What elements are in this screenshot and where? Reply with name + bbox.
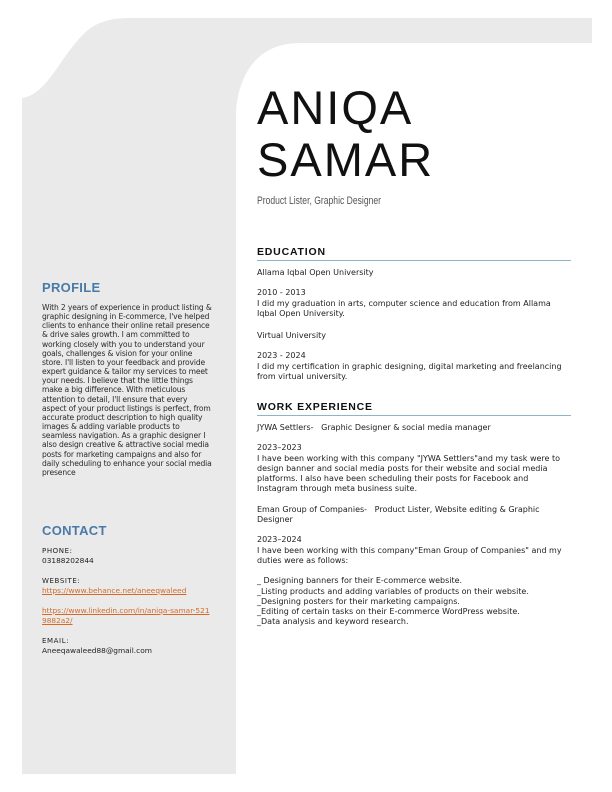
job-1-desc: I have been working with this company "JYWA Settlers"and my task were to design banner and social media posts for their website and social media platforms. I also have been scheduling their posts for Facebook and Instagram through meta business suite. [257, 453, 563, 494]
website-label: WEBSITE: [42, 577, 81, 585]
school-2: Virtual University [257, 331, 327, 341]
job-title: Product Lister, Graphic Designer [257, 195, 381, 207]
phone-label: PHONE: [42, 547, 73, 555]
list-item: _Designing posters for their marketing campaigns. [257, 596, 460, 606]
email-value: Aneeqawaleed88@gmail.com [42, 646, 152, 655]
behance-link[interactable]: https://www.behance.net/aneeqwaleed [42, 586, 187, 595]
name-block [257, 82, 571, 207]
contact-section [42, 523, 212, 656]
profile-text: With 2 years of experience in product listing & graphic designing in E-commerce, I've helped clients to enhance their online retail presence & drive sales growth. I am committed to working closely with you to understand your goals, challenges & vision for your online store. I'll listen to your feedback and provide expert guidance & tailor my services to meet your needs. I believe that the little things make a big difference. With meticulous attention to detail, I'll ensure that every aspect of your product listings is perfect, from accurate product description to high quality images & adding variable products to seamless navigation. As a graphic designer I also design creative & attractive social media posts for marketing campaigns and also for daily scheduling to enhance your social media presence [42, 303, 212, 477]
education-section [257, 246, 571, 382]
school-1-dates: 2010 - 2013 [257, 288, 306, 298]
contact-heading: CONTACT [42, 523, 107, 538]
education-heading: EDUCATION [257, 246, 571, 261]
job-2-title: Eman Group of Companies- Product Lister, Website editing & Graphic Designer [257, 504, 543, 525]
list-item: _Listing products and adding variables of products on their website. [257, 586, 529, 596]
duties-list [257, 576, 571, 627]
first-name: ANIQA [257, 81, 414, 134]
list-item: _Editing of certain tasks on their E-commerce WordPress website. [257, 607, 520, 617]
profile-heading: PROFILE [42, 280, 101, 295]
job-1-dates: 2023–2023 [257, 443, 302, 453]
profile-section [42, 280, 212, 477]
school-2-desc: I did my certification in graphic designing, digital marketing and freelancing from virtual university. [257, 361, 565, 382]
last-name: SAMAR [257, 133, 435, 186]
work-section [257, 401, 571, 628]
work-heading: WORK EXPERIENCE [257, 401, 571, 416]
school-1: Allama Iqbal Open University [257, 268, 374, 277]
list-item: _Data analysis and keyword research. [257, 617, 409, 627]
list-item: _ Designing banners for their E-commerce website. [257, 576, 463, 586]
job-2-desc: I have been working with this company"Eman Group of Companies" and my duties were as follows: [257, 545, 565, 565]
school-2-dates: 2023 - 2024 [257, 351, 306, 361]
linkedin-link[interactable]: https://www.linkedin.com/in/aniqa-samar-5219882a2/ [42, 606, 210, 625]
job-1-title: JYWA Settlers- Graphic Designer & social media manager [257, 423, 491, 432]
email-label: EMAIL: [42, 637, 70, 645]
phone-value: 03188202844 [42, 556, 94, 565]
school-1-desc: I did my graduation in arts, computer science and education from Allama Iqbal Open University. [257, 298, 554, 318]
job-2-dates: 2023–2024 [257, 535, 302, 545]
